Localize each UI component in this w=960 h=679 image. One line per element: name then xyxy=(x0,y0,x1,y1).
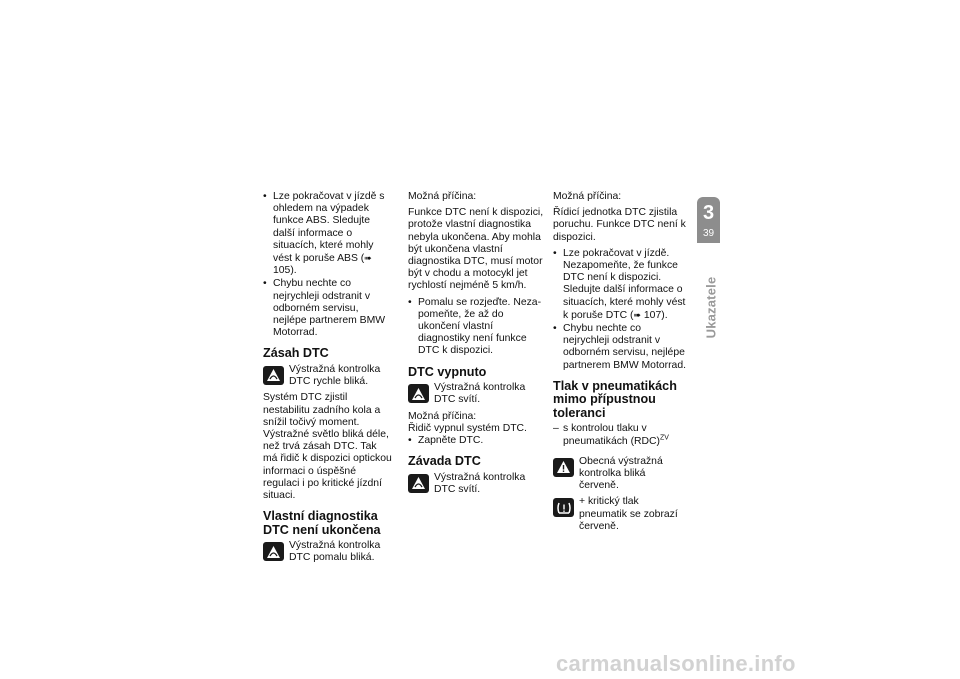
warning-text: Výstražná kontrolka DTC svítí. xyxy=(434,382,526,406)
section-heading: Vlastní diagnostika DTC není ukončena xyxy=(263,509,381,537)
body-text: Řídicí jednotka DTC zjistila poruchu. Funkce DTC není k dispozici. xyxy=(553,207,686,243)
body-text: Funkce DTC není k dispozici, protože vlastní diagnostika nebyla ukončena. Aby mohla být ukončena vlastní diagnostika DTC, musí motor být v chodu a motocykl jet rychlostí nejméně 5 km/h. xyxy=(408,207,544,292)
page-reference[interactable]: 107). xyxy=(643,309,668,321)
page-number: 39 xyxy=(702,228,715,239)
warning-text: Výstražná kontrolka DTC svítí. xyxy=(434,471,526,495)
bullet-text: Chybu nechte co nejrychleji odstranit v odborném servisu, nejlépe partnerem BMW Motorrad. xyxy=(563,323,686,371)
warning-light-row xyxy=(553,456,688,493)
column-3 xyxy=(553,191,688,537)
list-item xyxy=(263,278,393,339)
warning-text: Výstražná kontrolka DTC rychle bliká. xyxy=(289,363,381,388)
page-reference[interactable]: 105). xyxy=(273,265,297,277)
bullet-text: Lze pokračovat v jízdě s ohledem na výpadek funkce ABS. Sledujte další informace o situacích, které mohly vést k poruše ABS xyxy=(273,191,385,265)
warning-light-row xyxy=(408,472,544,496)
warning-light-row xyxy=(263,364,393,388)
warning-light-row xyxy=(408,382,544,406)
bullet-text: Zapněte DTC. xyxy=(418,434,484,446)
column-1 xyxy=(263,191,393,569)
dtc-warning-icon xyxy=(408,384,429,403)
body-text: Systém DTC zjistil nestabilitu zadního kola a snížil točivý moment. Výstražné světlo bliká déle, než trvá zásah DTC. Tak má řidič k dispozici optickou informaci o úspěšné regulaci i po kritické jízdní situaci. xyxy=(263,392,392,501)
dtc-warning-icon xyxy=(408,474,429,493)
cause-label: Možná příčina: xyxy=(408,410,477,422)
list-item: • Lze pokračovat v jízdě. Nezapomeňte, že funkce DTC není k dispozici. Sledujte další informace o situacích, které mohly vést k poruše DTC (➠ 107). xyxy=(553,248,688,322)
column-2 xyxy=(408,191,544,500)
bullet-text: Lze pokračovat v jízdě. Nezapomeňte, že funkce DTC není k dispozici. Sledujte další informace o situacích, které mohly vést k poruše DTC xyxy=(563,247,686,321)
warning-light-row xyxy=(263,540,393,564)
warning-text: Výstražná kontrolka DTC pomalu bliká. xyxy=(289,540,381,564)
cause-label: Možná příčina: xyxy=(553,191,622,202)
cause-label: Možná příčina: xyxy=(408,191,477,202)
warning-text: + kritický tlak pneumatik se zobrazí červeně. xyxy=(579,496,678,532)
arrow-right-icon: ➠ xyxy=(633,309,642,320)
arrow-right-icon: ➠ xyxy=(364,253,372,264)
list-item xyxy=(553,423,688,447)
list-item xyxy=(408,435,544,447)
general-warning-icon xyxy=(553,458,574,477)
section-heading: Zásah DTC xyxy=(263,346,329,361)
body-text: Řidič vypnul systém DTC. xyxy=(408,422,527,434)
dtc-warning-icon xyxy=(263,366,284,385)
dtc-warning-icon xyxy=(263,542,284,561)
bullet-text: Chybu nechte co nejrychleji odstranit v odborném servisu, nejlépe partnerem BMW Motorrad. xyxy=(273,278,386,339)
dash-text: s kontrolou tlaku v pneumatikách (RDC) xyxy=(563,423,661,447)
watermark: carmanualsonline.info xyxy=(556,651,796,676)
section-heading: DTC vypnuto xyxy=(408,364,487,379)
warning-text: Obecná výstražná kontrolka bliká červeně. xyxy=(579,455,663,492)
list-item xyxy=(408,297,544,358)
section-heading: Závada DTC xyxy=(408,454,481,469)
list-item xyxy=(553,323,688,372)
list-item: • Lze pokračovat v jízdě s ohledem na výpadek funkce ABS. Sledujte další informace o situacích, které mohly vést k poruše ABS (➠ 105). xyxy=(263,191,393,277)
chapter-number: 3 xyxy=(702,202,715,224)
section-heading: Tlak v pneumatikách mimo přípustnou toleranci xyxy=(553,378,677,420)
chapter-title: Ukazatele xyxy=(703,276,719,339)
tire-pressure-icon xyxy=(553,498,574,517)
bullet-text: Pomalu se rozjeďte. Neza-pomeňte, že až do ukončení vlastní diagnostiky není funkce DTC k dispozici. xyxy=(418,296,542,357)
warning-light-row xyxy=(553,496,688,533)
optional-equipment-mark: ZV xyxy=(660,434,669,442)
